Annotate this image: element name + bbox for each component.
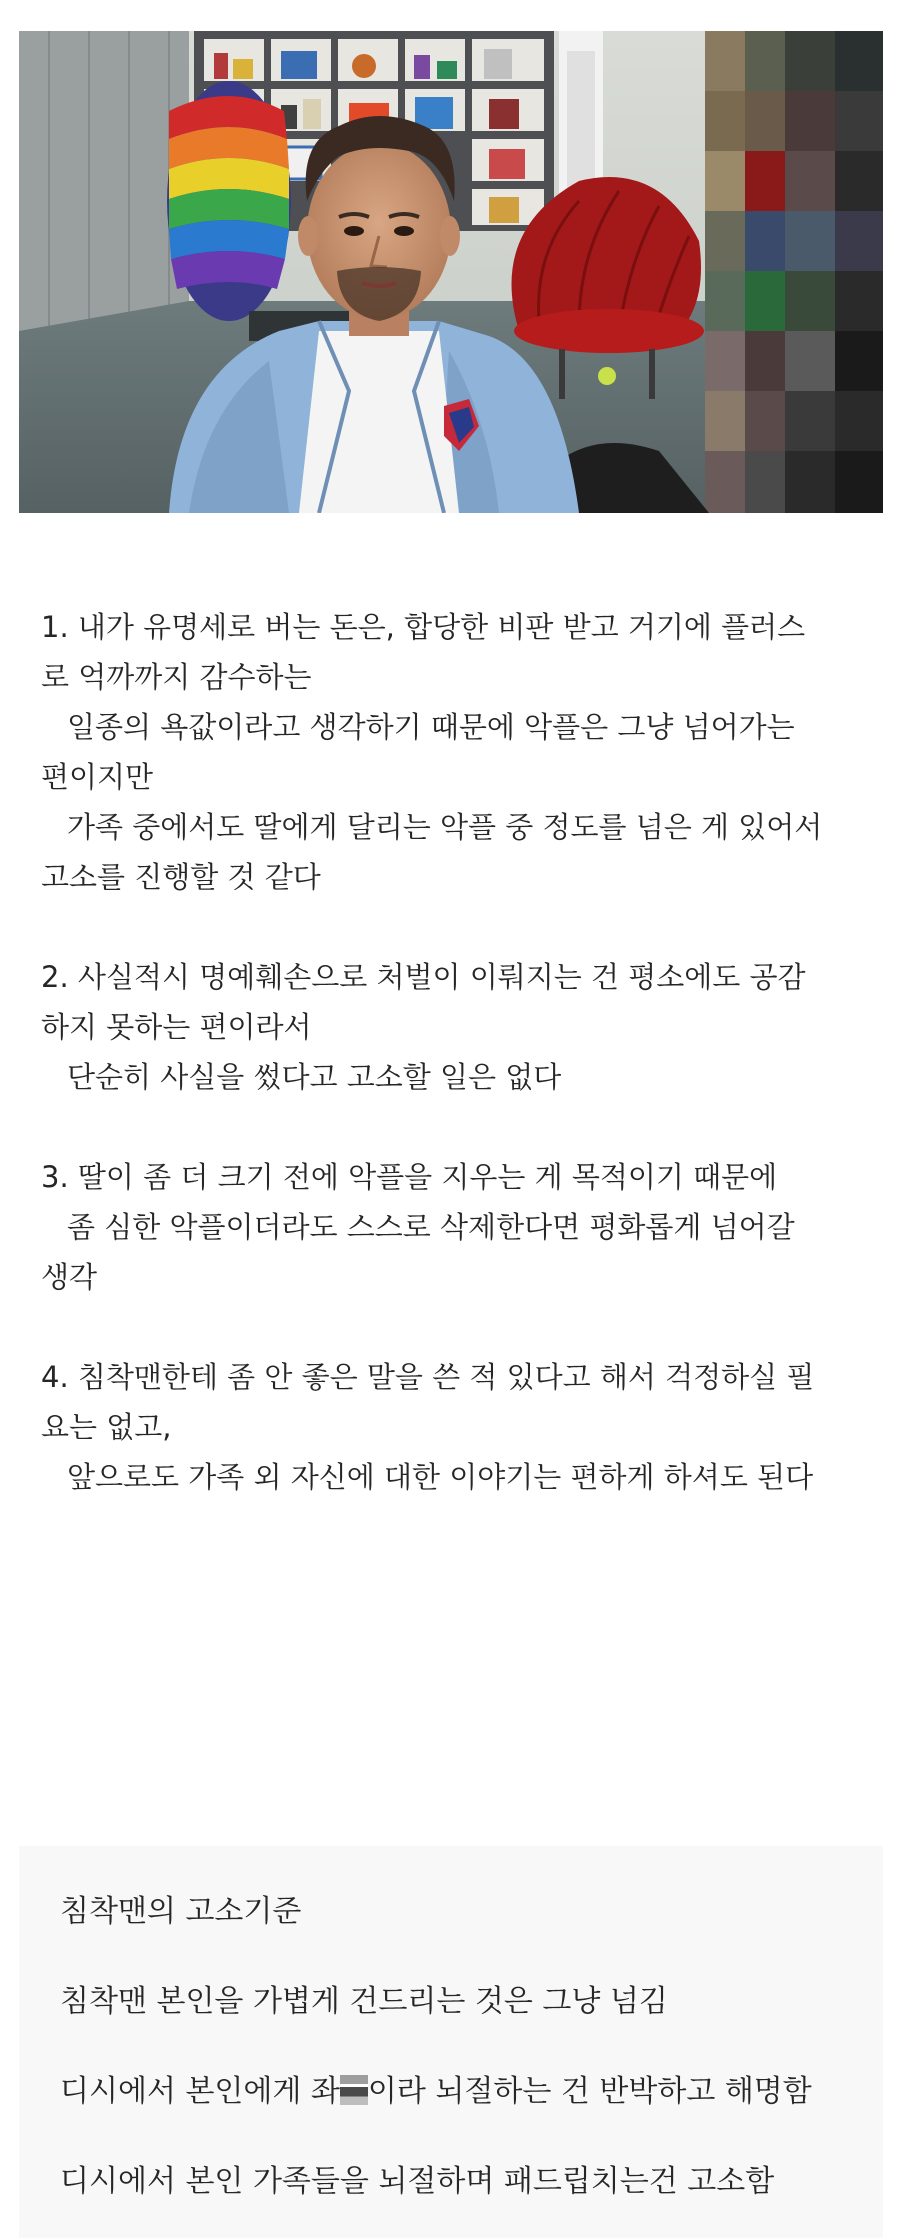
statement-item-1 <box>41 602 871 902</box>
statement-line: 3. 딸이 좀 더 크기 전에 악플을 지우는 게 목적이기 때문에 <box>41 1160 778 1194</box>
statement-line: 고소를 진행할 것 같다 <box>41 860 321 894</box>
statement-body <box>41 602 871 1552</box>
censored-image-icon <box>340 2075 368 2105</box>
criteria-line-1: 침착맨 본인을 가볍게 건드리는 것은 그냥 넘김 <box>60 1984 668 2019</box>
criteria-line-2-end: 이라 뇌절하는 건 반박하고 해명함 <box>367 2074 812 2109</box>
statement-item-2 <box>41 952 871 1102</box>
criteria-title: 침착맨의 고소기준 <box>60 1894 302 1929</box>
statement-line: 2. 사실적시 명예훼손으로 처벌이 이뤄지는 건 평소에도 공감 <box>41 960 806 994</box>
statement-line: 요는 없고, <box>41 1410 172 1444</box>
statement-line: 앞으로도 가족 외 자신에 대한 이야기는 편하게 하셔도 된다 <box>67 1460 814 1494</box>
statement-line: 가족 중에서도 딸에게 달리는 악플 중 정도를 넘은 게 있어서 <box>67 810 823 844</box>
statement-line: 편이지만 <box>41 760 154 794</box>
statement-line: 좀 심한 악플이더라도 스스로 삭제한다면 평화롭게 넘어갈 <box>67 1210 795 1244</box>
statement-line: 1. 내가 유명세로 버는 돈은, 합당한 비판 받고 거기에 플러스 <box>41 610 806 644</box>
criteria-line-2-start: 디시에서 본인에게 좌 <box>60 2074 340 2109</box>
statement-line: 생각 <box>41 1260 98 1294</box>
criteria-line-3: 디시에서 본인 가족들을 뇌절하며 패드립치는건 고소함 <box>60 2164 775 2199</box>
statement-line: 로 억까까지 감수하는 <box>41 660 312 694</box>
statement-line: 4. 침착맨한테 좀 안 좋은 말을 쓴 적 있다고 해서 걱정하실 필 <box>41 1360 815 1394</box>
streamer-photo <box>19 31 883 513</box>
statement-line: 일종의 욕값이라고 생각하기 때문에 악플은 그냥 넘어가는 <box>67 710 795 744</box>
statement-line: 하지 못하는 편이라서 <box>41 1010 312 1044</box>
statement-line: 단순히 사실을 썼다고 고소할 일은 없다 <box>67 1060 562 1094</box>
lawsuit-criteria-box <box>19 1846 883 2238</box>
criteria-line-2 <box>60 2070 812 2114</box>
statement-item-4 <box>41 1352 871 1502</box>
statement-item-3 <box>41 1152 871 1302</box>
